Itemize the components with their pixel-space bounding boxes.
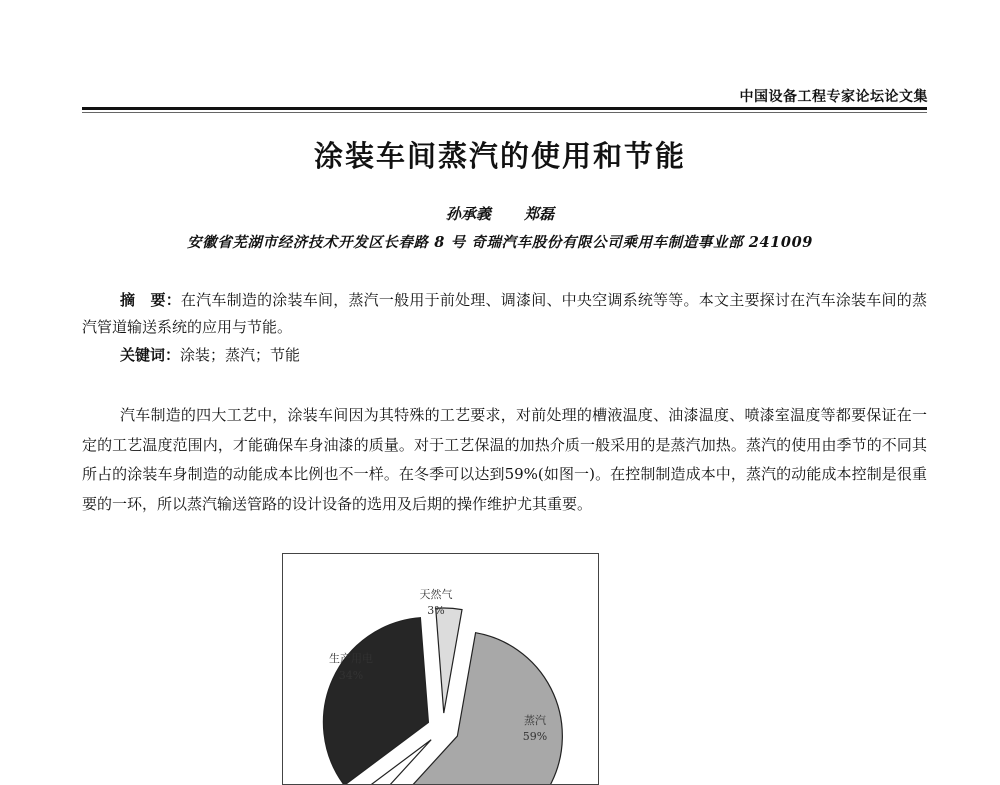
keywords-text: 涂装；蒸汽；节能 — [180, 346, 301, 364]
keywords — [82, 342, 965, 369]
label-steam-value: 59% — [522, 730, 548, 743]
body-paragraph: 汽车制造的四大工艺中，涂装车间因为其特殊的工艺要求，对前处理的槽液温度、油漆温度、喷漆室温度等都要保证在一定的工艺温度范围内，才能确保车身油漆的质量。对于工艺保温的加热介质一般采用的是蒸汽加热。蒸汽的使用由季节的不同其所占的涂装车身制造的动能成本比例也不一样。在冬季可以达到59%(如图一)。在控制制造成本中，蒸汽的动能成本控制是很重要的一环，所以蒸汽输送管路的设计设备的选用及后期的操作维护尤其重要。 — [82, 406, 927, 513]
label-gas-name: 天然气 — [419, 588, 453, 601]
keywords-label: 关键词： — [120, 346, 181, 364]
paper-title: 涂装车间蒸汽的使用和节能 — [313, 139, 686, 173]
paper-affiliation: 安徽省芜湖市经济技术开发区长春路 8 号 奇瑞汽车股份有限公司乘用车制造事业部 241009 — [187, 234, 813, 251]
label-gas-value: 3% — [427, 604, 445, 617]
label-steam-name: 蒸汽 — [524, 714, 546, 727]
header-rule-thick — [82, 107, 927, 110]
pie-slice-other — [436, 608, 462, 713]
abstract — [82, 287, 927, 341]
journal-header: 中国设备工程专家论坛论文集 — [739, 89, 928, 105]
paper-authors: 孙承義 郑磊 — [445, 205, 555, 223]
pie-slices — [323, 608, 562, 784]
pie-chart — [283, 554, 598, 784]
abstract-label: 摘 要： — [120, 291, 181, 309]
header-rule-thin — [82, 112, 927, 113]
figure-1-chart — [282, 553, 599, 785]
abstract-text: 在汽车制造的涂装车间，蒸汽一般用于前处理、调漆间、中央空调系统等等。本文主要探讨在汽车涂装车间的蒸汽管道输送系统的应用与节能。 — [82, 291, 927, 336]
label-power-name: 生产用电 — [329, 652, 373, 665]
label-power-value: 34% — [338, 669, 364, 682]
